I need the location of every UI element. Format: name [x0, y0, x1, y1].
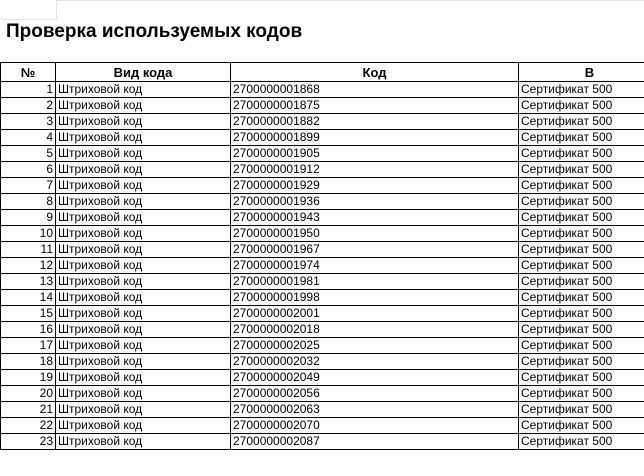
table-row — [1, 306, 644, 322]
row-number-cell[interactable]: 22 — [1, 418, 56, 434]
table-header-row — [1, 63, 644, 82]
table-row — [1, 98, 644, 114]
code-type-cell[interactable]: Штриховой код — [56, 402, 231, 418]
table-row — [1, 82, 644, 98]
sheet-corner-cell[interactable] — [0, 0, 57, 20]
row-number-cell[interactable]: 20 — [1, 386, 56, 402]
code-type-cell[interactable]: Штриховой код — [56, 82, 231, 98]
row-number-cell[interactable]: 21 — [1, 402, 56, 418]
code-type-cell[interactable]: Штриховой код — [56, 338, 231, 354]
code-cell[interactable]: 2700000002049 — [231, 370, 519, 386]
value-cell[interactable]: Сертификат 500 — [519, 82, 644, 98]
table-row — [1, 258, 644, 274]
value-cell[interactable]: Сертификат 500 — [519, 194, 644, 210]
row-number-cell[interactable]: 6 — [1, 162, 56, 178]
code-cell[interactable]: 2700000001912 — [231, 162, 519, 178]
value-cell[interactable]: Сертификат 500 — [519, 130, 644, 146]
code-type-cell[interactable]: Штриховой код — [56, 418, 231, 434]
code-type-cell[interactable]: Штриховой код — [56, 290, 231, 306]
row-number-cell[interactable]: 23 — [1, 434, 56, 450]
code-type-cell[interactable]: Штриховой код — [56, 226, 231, 242]
value-cell[interactable]: Сертификат 500 — [519, 114, 644, 130]
code-type-cell[interactable]: Штриховой код — [56, 274, 231, 290]
value-cell[interactable]: Сертификат 500 — [519, 402, 644, 418]
code-cell[interactable]: 2700000001943 — [231, 210, 519, 226]
row-number-cell[interactable]: 9 — [1, 210, 56, 226]
row-number-cell[interactable]: 15 — [1, 306, 56, 322]
code-type-cell[interactable]: Штриховой код — [56, 306, 231, 322]
code-cell[interactable]: 2700000001967 — [231, 242, 519, 258]
code-cell[interactable]: 2700000002056 — [231, 386, 519, 402]
code-cell[interactable]: 2700000001929 — [231, 178, 519, 194]
code-type-cell[interactable]: Штриховой код — [56, 370, 231, 386]
table-row — [1, 162, 644, 178]
table-row — [1, 274, 644, 290]
table-row — [1, 178, 644, 194]
code-type-cell[interactable]: Штриховой код — [56, 434, 231, 450]
sheet-top-border — [57, 0, 644, 1]
row-number-cell[interactable]: 2 — [1, 98, 56, 114]
code-type-cell[interactable]: Штриховой код — [56, 322, 231, 338]
table-row — [1, 434, 644, 450]
header-value[interactable]: В — [519, 63, 644, 82]
code-cell[interactable]: 2700000002070 — [231, 418, 519, 434]
value-cell[interactable]: Сертификат 500 — [519, 354, 644, 370]
row-number-cell[interactable]: 12 — [1, 258, 56, 274]
code-cell[interactable]: 2700000002018 — [231, 322, 519, 338]
value-cell[interactable]: Сертификат 500 — [519, 322, 644, 338]
table-body — [1, 82, 644, 450]
code-cell[interactable]: 2700000001950 — [231, 226, 519, 242]
code-cell[interactable]: 2700000001974 — [231, 258, 519, 274]
code-type-cell[interactable]: Штриховой код — [56, 354, 231, 370]
value-cell[interactable]: Сертификат 500 — [519, 178, 644, 194]
table-row — [1, 130, 644, 146]
report-title: Проверка используемых кодов — [6, 21, 303, 42]
table-row — [1, 322, 644, 338]
row-number-cell[interactable]: 13 — [1, 274, 56, 290]
value-cell[interactable]: Сертификат 500 — [519, 338, 644, 354]
table-row — [1, 386, 644, 402]
value-cell[interactable]: Сертификат 500 — [519, 386, 644, 402]
table-row — [1, 290, 644, 306]
value-cell[interactable]: Сертификат 500 — [519, 226, 644, 242]
code-type-cell[interactable]: Штриховой код — [56, 194, 231, 210]
value-cell[interactable]: Сертификат 500 — [519, 370, 644, 386]
value-cell[interactable]: Сертификат 500 — [519, 306, 644, 322]
table-row — [1, 194, 644, 210]
table-row — [1, 146, 644, 162]
row-number-cell[interactable]: 10 — [1, 226, 56, 242]
code-cell[interactable]: 2700000001905 — [231, 146, 519, 162]
code-type-cell[interactable]: Штриховой код — [56, 242, 231, 258]
row-number-cell[interactable]: 8 — [1, 194, 56, 210]
code-cell[interactable]: 2700000002032 — [231, 354, 519, 370]
value-cell[interactable]: Сертификат 500 — [519, 242, 644, 258]
row-number-cell[interactable]: 17 — [1, 338, 56, 354]
code-cell[interactable]: 2700000001981 — [231, 274, 519, 290]
row-number-cell[interactable]: 11 — [1, 242, 56, 258]
code-type-cell[interactable]: Штриховой код — [56, 178, 231, 194]
code-type-cell[interactable]: Штриховой код — [56, 386, 231, 402]
header-code[interactable]: Код — [231, 63, 519, 82]
table-row — [1, 370, 644, 386]
code-type-cell[interactable]: Штриховой код — [56, 210, 231, 226]
row-number-cell[interactable]: 5 — [1, 146, 56, 162]
value-cell[interactable]: Сертификат 500 — [519, 98, 644, 114]
row-number-cell[interactable]: 19 — [1, 370, 56, 386]
value-cell[interactable]: Сертификат 500 — [519, 434, 644, 450]
code-cell[interactable]: 2700000001875 — [231, 98, 519, 114]
table-row — [1, 354, 644, 370]
code-cell[interactable]: 2700000001936 — [231, 194, 519, 210]
row-number-cell[interactable]: 7 — [1, 178, 56, 194]
code-type-cell[interactable]: Штриховой код — [56, 146, 231, 162]
table-row — [1, 114, 644, 130]
value-cell[interactable]: Сертификат 500 — [519, 258, 644, 274]
code-type-cell[interactable]: Штриховой код — [56, 258, 231, 274]
code-type-cell[interactable]: Штриховой код — [56, 162, 231, 178]
table-row — [1, 226, 644, 242]
table-row — [1, 210, 644, 226]
value-cell[interactable]: Сертификат 500 — [519, 418, 644, 434]
row-number-cell[interactable]: 18 — [1, 354, 56, 370]
header-code-type[interactable]: Вид кода — [56, 63, 231, 82]
value-cell[interactable]: Сертификат 500 — [519, 274, 644, 290]
table-row — [1, 402, 644, 418]
code-cell[interactable]: 2700000001899 — [231, 130, 519, 146]
code-type-cell[interactable]: Штриховой код — [56, 130, 231, 146]
row-number-cell[interactable]: 3 — [1, 114, 56, 130]
code-cell[interactable]: 2700000002001 — [231, 306, 519, 322]
codes-table — [0, 62, 644, 450]
value-cell[interactable]: Сертификат 500 — [519, 146, 644, 162]
code-cell[interactable]: 2700000002025 — [231, 338, 519, 354]
code-type-cell[interactable]: Штриховой код — [56, 114, 231, 130]
code-cell[interactable]: 2700000002063 — [231, 402, 519, 418]
table-row — [1, 338, 644, 354]
table-row — [1, 418, 644, 434]
row-number-cell[interactable]: 16 — [1, 322, 56, 338]
code-cell[interactable]: 2700000001998 — [231, 290, 519, 306]
code-cell[interactable]: 2700000001868 — [231, 82, 519, 98]
value-cell[interactable]: Сертификат 500 — [519, 162, 644, 178]
header-num[interactable]: № — [1, 63, 56, 82]
row-number-cell[interactable]: 4 — [1, 130, 56, 146]
code-cell[interactable]: 2700000002087 — [231, 434, 519, 450]
value-cell[interactable]: Сертификат 500 — [519, 210, 644, 226]
row-number-cell[interactable]: 1 — [1, 82, 56, 98]
row-number-cell[interactable]: 14 — [1, 290, 56, 306]
code-cell[interactable]: 2700000001882 — [231, 114, 519, 130]
value-cell[interactable]: Сертификат 500 — [519, 290, 644, 306]
table-row — [1, 242, 644, 258]
code-type-cell[interactable]: Штриховой код — [56, 98, 231, 114]
